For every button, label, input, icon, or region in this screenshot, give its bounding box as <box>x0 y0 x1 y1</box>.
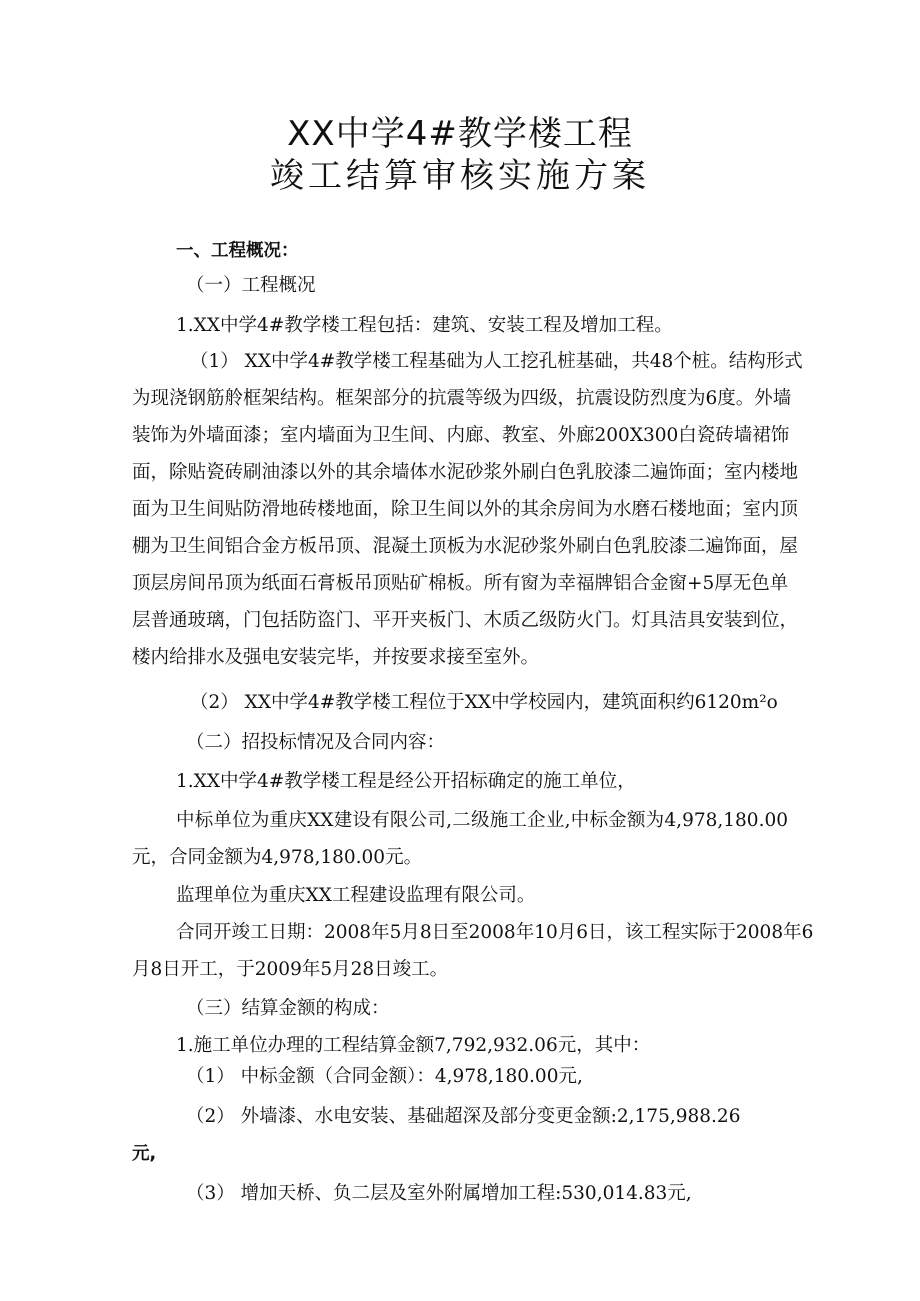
amount-line: （2） 外墙漆、水电安装、基础超深及部分变更金额:2,175,988.26 <box>186 1106 741 1127</box>
document-title-line1: XX中学4#教学楼工程 <box>287 114 633 154</box>
paragraph: （2） XX中学4#教学楼工程位于XX中学校园内，建筑面积约6120m²o <box>190 692 778 713</box>
paragraph-line: 装饰为外墙面漆；室内墙面为卫生间、内廊、教室、外廊200X300白瓷砖墙裙饰 <box>132 425 790 446</box>
document-title-line2: 竣工结算审核实施方案 <box>270 156 650 196</box>
paragraph-line: 为现浇钢筋舲框架结构。框架部分的抗震等级为四级，抗震设防烈度为6度。外墙 <box>132 388 792 409</box>
paragraph-line: 面，除贴瓷砖刷油漆以外的其余墙体水泥砂浆外刷白色乳胶漆二遍饰面；室内楼地 <box>132 462 799 483</box>
paragraph-line: 面为卫生间贴防滑地砖楼地面，除卫生间以外的其余房间为水磨石楼地面；室内顶 <box>132 499 799 520</box>
subsection-heading: （三）结算金额的构成： <box>186 998 390 1019</box>
paragraph-line: 月8日开工，于2009年5月28日竣工。 <box>132 959 449 980</box>
paragraph-line: 元，合同金额为4,978,180.00元。 <box>132 847 423 868</box>
subsection-heading: （一）工程概况 <box>186 275 316 296</box>
paragraph-line: 中标单位为重庆XX建设有限公司,二级施工企业,中标金额为4,978,180.00 <box>176 810 788 831</box>
list-item: 1.施工单位办理的工程结算金额7,792,932.06元，其中： <box>176 1035 651 1056</box>
section-heading: 一、工程概况： <box>176 241 299 261</box>
paragraph-line: 层普通玻璃，门包括防盗门、平开夹板门、木质乙级防火门。灯具洁具安装到位， <box>132 610 799 631</box>
amount-line: （1） 中标金额（合同金额）：4,978,180.00元, <box>186 1066 583 1087</box>
paragraph-line: 棚为卫生间铝合金方板吊顶、混凝土顶板为水泥砂浆外刷白色乳胶漆二遍饰面，屋 <box>132 536 799 557</box>
paragraph-line: （1） XX中学4#教学楼工程基础为人工挖孔桩基础，共48个桩。结构形式 <box>190 351 803 372</box>
paragraph-line: 顶层房间吊顶为纸面石膏板吊顶贴矿棉板。所有窗为幸福牌铝合金窗+5厚无色单 <box>132 573 789 594</box>
amount-line: 元, <box>132 1144 157 1164</box>
amount-line: （3） 增加天桥、负二层及室外附属增加工程:530,014.83元, <box>186 1183 692 1204</box>
subsection-heading: （二）招投标情况及合同内容： <box>186 732 446 753</box>
list-item: 1.XX中学4#教学楼工程是经公开招标确定的施工单位， <box>176 771 636 792</box>
paragraph-line: 楼内给排水及强电安装完毕，并按要求接至室外。 <box>132 647 540 668</box>
list-item: 1.XX中学4#教学楼工程包括：建筑、安装工程及增加工程。 <box>176 315 673 336</box>
paragraph: 监理单位为重庆XX工程建设监理有限公司。 <box>176 885 536 906</box>
paragraph-line: 合同开竣工日期：2008年5月8日至2008年10月6日，该工程实际于2008年6 <box>176 922 814 943</box>
